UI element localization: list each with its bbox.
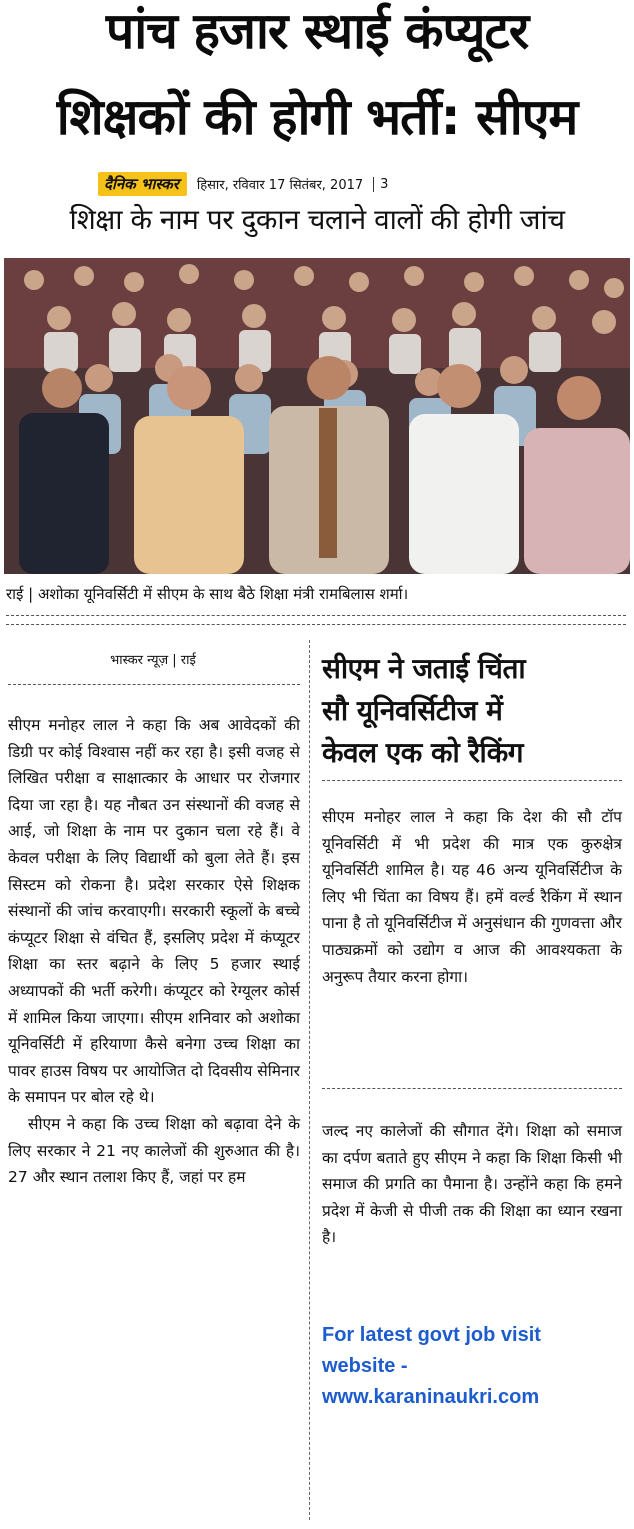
- box-body: सीएम मनोहर लाल ने कहा कि देश की सौ टॉप यूनिवर्सिटी में भी प्रदेश की मात्र एक कुरुक्षेत्र यूनिवर्सिटी शामिल है। यह 46 अन्य यूनिवर्सिटीज के लिए भी चिंता का विषय हैं। हमें वर्ल्ड रैकिंग में स्थान पाना है तो यूनिवर्सिटीज में अनुसंधान की गुणवत्ता और पाठ्यक्रमों को उद्योग व आज की आवश्यकता के अनुरूप तैयार करना होगा।: [322, 808, 622, 986]
- article-left-column: [8, 712, 300, 1191]
- dateline: हिसार, रविवार 17 सितंबर, 2017: [196, 178, 364, 193]
- caption-divider: [6, 615, 626, 616]
- box-heading-line-3: केवल एक को रैकिंग: [322, 736, 524, 769]
- promo-box: [310, 1320, 630, 1525]
- event-photo: [4, 258, 630, 574]
- headline-line-2: शिक्षकों की होगी भर्ती: सीएम: [56, 88, 578, 146]
- newspaper-logo: दैनिक भास्कर: [98, 172, 187, 196]
- promo-website-link[interactable]: www.karaninaukri.com: [322, 1386, 540, 1408]
- box-heading-line-2: सौ यूनिवर्सिटीज में: [322, 694, 503, 727]
- page-number: 3: [373, 177, 388, 192]
- masthead: [98, 172, 388, 196]
- box-heading-divider: [322, 780, 622, 781]
- box-bottom-divider: [322, 1088, 622, 1089]
- article-right-continuation: जल्द नए कालेजों की सौगात देंगे। शिक्षा को समाज का दर्पण बताते हुए सीएम ने कहा कि शिक्षा किसी भी समाज की प्रगति का पैमाना है। उन्होंने कहा कि हमने प्रदेश में केजी से पीजी तक की शिक्षा का ध्यान रखना है।: [322, 1122, 622, 1247]
- promo-line-2: website -: [322, 1355, 408, 1377]
- headline-line-1: पांच हजार स्थाई कंप्यूटर: [105, 2, 529, 60]
- article-paragraph-2: सीएम ने कहा कि उच्च शिक्षा को बढ़ावा देने के लिए सरकार ने 21 नए कालेजों की शुरुआत की है। 27 और स्थान तलाश किए हैं, जहां पर हम: [8, 1114, 300, 1187]
- photo-caption: राई | अशोका यूनिवर्सिटी में सीएम के साथ बैठे शिक्षा मंत्री रामबिलास शर्मा।: [6, 585, 409, 603]
- article-paragraph-1: सीएम मनोहर लाल ने कहा कि अब आवेदकों की डिग्री पर कोई विश्वास नहीं कर रहा है। इसी वजह से लिखित परीक्षा व साक्षात्कार के आधार पर रोजगार दिया जा रहा है। यह नौबत उन संस्थानों की वजह से आई, जो शिक्षा के नाम पर दुकान चला रहे हैं। वे केवल परीक्षा के लिए विद्यार्थी को बुला लेते हैं। इस सिस्टम को रोकना है। प्रदेश सरकार ऐसे शिक्षक संस्थानों की जांच करवाएगी। सरकारी स्कूलों के बच्चे कंप्यूटर शिक्षा से वंचित हैं, इसलिए प्रदेश में कंप्यूटर शिक्षा का स्तर बढ़ाने के लिए 5 हजार स्थाई अध्यापकों की भर्ती करेगी। कंप्यूटर को रेग्यूलर कोर्स में शामिल किया जाएगा। सीएम शनिवार को अशोका यूनिवर्सिटी में हरियाणा कैसे बनेगा उच्च शिक्षा का पावर हाउस विषय पर आयोजित दो दिवसीय सेमिनार के समापन पर बोल रहे थे।: [8, 716, 300, 1107]
- byline: भास्कर न्यूज़ | राई: [110, 653, 196, 668]
- byline-divider: [8, 684, 300, 685]
- caption-divider-2: [6, 624, 626, 625]
- subheadline: शिक्षा के नाम पर दुकान चलाने वालों की होगी जांच: [69, 203, 565, 236]
- box-heading-line-1: सीएम ने जताई चिंता: [322, 652, 526, 685]
- promo-line-1: For latest govt job visit: [322, 1324, 541, 1346]
- box-heading: [322, 648, 622, 774]
- audience-photo-illustration: [4, 258, 630, 574]
